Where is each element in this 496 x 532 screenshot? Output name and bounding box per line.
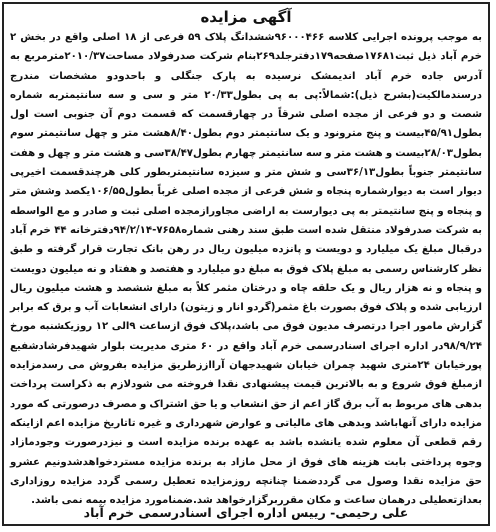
auction-notice [2, 2, 490, 526]
notice-signature: علی رحیمی- رییس اداره اجرای اسنادرسمی خرم آباد [83, 505, 409, 520]
notice-body-text: به موجب پرونده اجرایی کلاسه ۹۶۰۰۰۴۶۶ششدانگ پلاک ۵۹ فرعی از ۱۸ اصلی واقع در بخش ۲ خرم آباد ذیل ثبت۱۷۶۸۱صفحه۱۷۹دفترجلد۲۶۹بنام شرکت صدرفولاد مساحت۲۰۱۰/۳۷مترمربع به آدرس جاده خرم آباد اندیمشک نرسیده به پارک جنگلی و باحدودو مشخصات مندرج درسندمالکیت(بشرح ذیل):شمالاً:پی به پی بطول۲۰/۳۳ متر و سی و سه سانتیمتربه شماره شصت و دو فرعی از مجده اصلی شرقاً در چهارقسمت که قسمت دوم آن جنوبی است اول بطول۴۵/۹۱بیست و پنج مترونود و یک سانتیمتر دوم بطول۸/۴۰هشت متر و چهل سانتیمتر سوم بطول۲۸/۰۳بیست و هشت متر و سه سانتیمتر چهارم بطول۳۸/۴۷سی و هشت متر و چهل و هفت سانتیمتر جنوباً بطول۳۶/۱۳سی و شش متر و سیزده سانتیمتربطور کلی هرچندقسمت اخیرپی دیوار است به دیوارشماره پنجاه و شش فرعی از مجده اصلی غرباً بطول۱۰۶/۵۵یکصد وشش متر و پنجاه و پنج سانتیمتر به پی دیوارست به اراضی مجاورازمجده اصلی ثبت و صادر و مع الواسطه به شرکت صدرفولاد منتقل شده است طبق سند رهنی شماره۷۶۵۸-۹۴/۲/۱۴دفترخانه ۴۴ خرم آباد درقبال مبلغ یک میلیارد و دویست و پانزده میلیون ریال در رهن بانک تجارت قرار گرفته و طبق نظر کارشناس رسمی به مبلغ پلاک فوق به مبلغ دو میلیارد و هفتصد و هفتاد و نه میلیون دویست و پنجاه و نه هزار ریال و یک حلقه چاه و درختان مثمر کلاً به مبلغ ششصد و هشت میلیون ریال ارزیابی شده و پلاک فوق بصورت باغ مثمر(گردو انار و زیتون) دارای انشعابات آب و برق که برابر گزارش مامور اجرا درتصرف مدیون فوق می باشد،پلاک فوق ازساعت ۹الی ۱۲ روزیکشنبه مورخ ۹۸/۹/۲۴در اداره اجرای اسنادرسمی خرم آباد واقع در ۶۰ متری مدیریت بلوار شهیدفرشادشفیع پورخیابان ۲۴متری شهید چمران خیابان شهیدجهان آرااززطریق مزایده بفروش می رسدمزایده ازمبلغ فوق شروع و به بالاترین قیمت پیشنهادی نقدا فروخته می شودلازم به ذکراست پرداخت بدهی های مربوط به آب برق گاز اعم از حق انشعاب و یا حق اشتراک و مصرف درصورتی که مورد مزایده دارای آنهاباشد وبدهی های مالیاتی و عوارض شهرداری و غیره تاتاریخ مزایده اعم ازاینکه رقم قطعی آن معلوم شده یانشده باشد به عهده برنده مزایده است و نیزدرصورت وجودمازاد وجوه پرداختی بابت هزینه های فوق از محل مازاد به برنده مزایده مستردخواهدشدونیم عشرو حق مزایده نقدا وصول می گرددضمنا چنانچه روزمزایده تعطیل رسمی گردد مزایده روزاداری بعدازتعطیلی درهمان ساعت و مکان مقرربرگزارخواهد شد.ضمنامورد مزایده بیمه نمی باشد. [10, 32, 483, 507]
notice-title: آگهی مزایده [200, 8, 292, 26]
